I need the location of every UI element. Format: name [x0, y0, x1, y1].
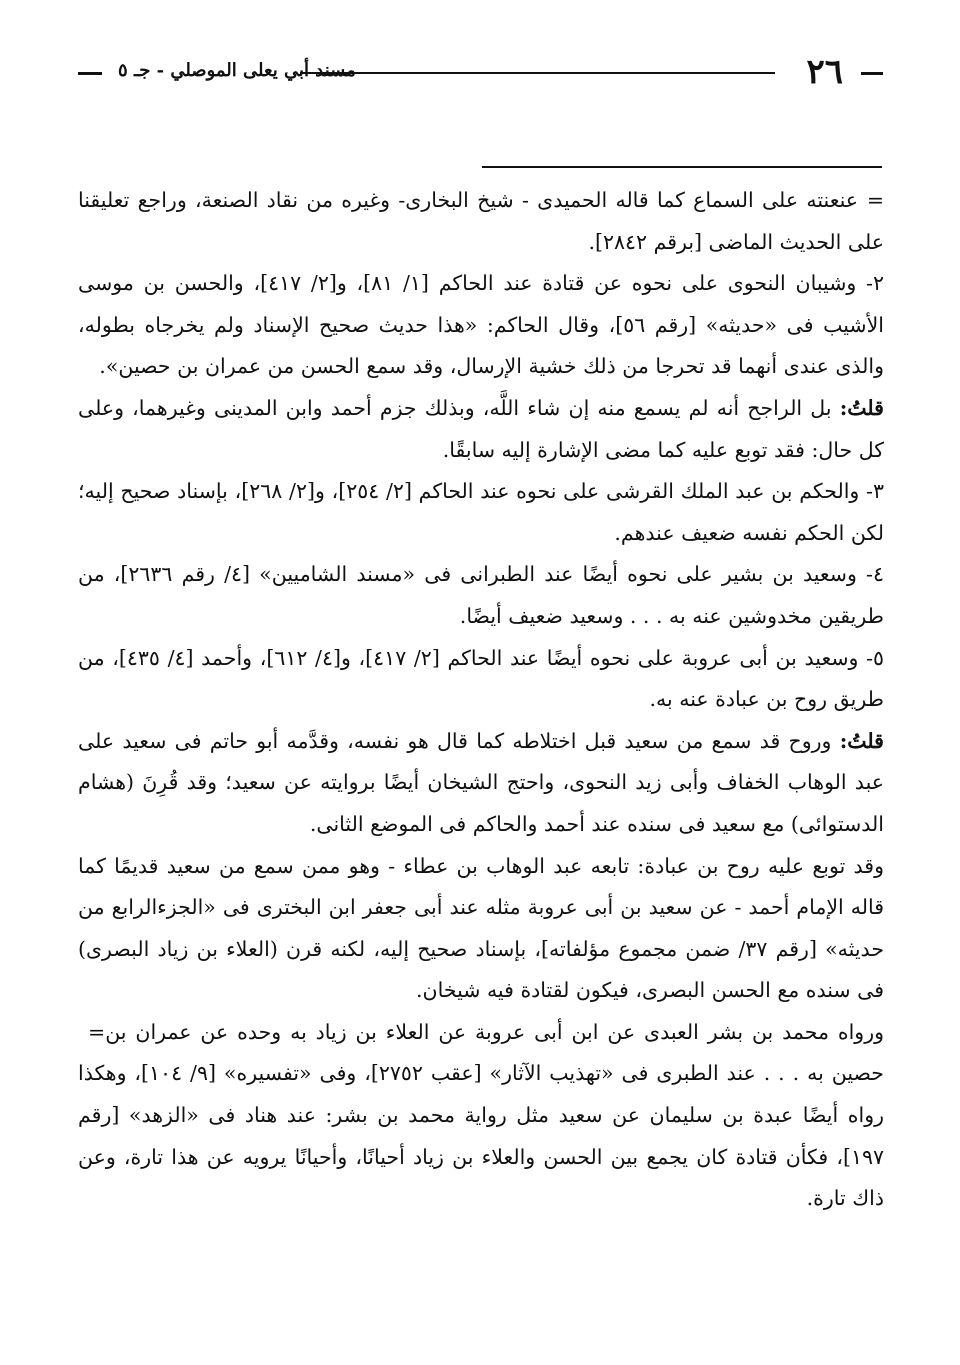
- paragraph-3-text: بل الراجح أنه لم يسمع منه إن شاء اللَّه، وبذلك جزم أحمد وابن المدينى وغيرهما، وعلى كل حال: فقد توبع عليه كما مضى الإشارة إليه سابقًا.: [78, 395, 884, 462]
- paragraph-8: وقد توبع عليه روح بن عبادة: تابعه عبد الوهاب بن عطاء - وهو ممن سمع من سعيد قديمًا كما قاله الإمام أحمد - عن سعيد بن أبى عروبة مثله عند أبى جعفر ابن البخترى فى «الجزءالرابع من حديثه» [رقم ٣٧/ ضمن مجموع مؤلفاته]، بإسناد صحيح إليه، لكنه قرن (العلاء بن زياد البصرى) فى سنده مع الحسن البصرى، فيكون لقتادة فيه شيخان.: [78, 853, 884, 1003]
- paragraph-9-text: ورواه محمد بن بشر العبدى عن ابن أبى عروبة عن العلاء بن زياد به وحده عن عمران بن حصين به . . . عند الطبرى فى «تهذيب الآثار» [عقب ٢٧٥٢]، وفى «تفسيره» [٩/ ١٠٤]، وهكذا رواه أيضًا عبدة بن سليمان عن سعيد مثل رواية محمد بن بشر: عند هناد فى «الزهد» [رقم ١٩٧]، فكأن قتادة كان يجمع بين الحسن والعلاء بن زياد أحيانًا، وأحيانًا يرويه عن هذا تارة، وعن ذاك تارة.: [78, 1019, 884, 1211]
- paragraph-9: [78, 1012, 884, 1220]
- paragraph-3-lead: قلتُ:: [839, 395, 884, 420]
- paragraph-1-text: عنعنته على السماع كما قاله الحميدى - شيخ البخارى- وغيره من نقاد الصنعة، وراجع تعليقنا على الحديث الماضى [برقم ٢٨٤٢].: [78, 188, 884, 254]
- paragraph-5: ٤- وسعيد بن بشير على نحوه أيضًا عند الطبرانى فى «مسند الشاميين» [٤/ رقم ٢٦٣٦]، من طريقين مخدوشين عنه به . . . وسعيد ضعيف أيضًا.: [78, 562, 884, 628]
- footnote-body: [78, 180, 884, 1220]
- header-rule: [300, 72, 775, 74]
- footnote-separator: [482, 166, 882, 168]
- paragraph-1: [78, 180, 884, 263]
- paragraph-2: ٢- وشيبان النحوى على نحوه عن قتادة عند الحاكم [١/ ٨١]، و[٢/ ٤١٧]، والحسن بن موسى الأشيب فى «حديثه» [رقم ٥٦]، وقال الحاكم: «هذا حديث صحيح الإسناد ولم يخرجاه بطوله، والذى عندى أنهما قد تحرجا من ذلك خشية الإرسال، وقد سمع الحسن من عمران بن حصين».: [78, 271, 884, 379]
- paragraph-6: ٥- وسعيد بن أبى عروبة على نحوه أيضًا عند الحاكم [٢/ ٤١٧]، و[٤/ ٦١٢]، وأحمد [٤/ ٤٣٥]، من طريق روح بن عبادة عنه به.: [78, 645, 885, 712]
- paragraph-7-text: وروح قد سمع من سعيد قبل اختلاطه كما قال هو نفسه، وقدَّمه أبو حاتم فى سعيد على عبد الوهاب الخفاف وأبى زيد النحوى، واحتج الشيخان أيضًا بروايته عن سعيد؛ وقد قُرِنَ (هشام الدستوائى) مع سعيد فى سنده عند أحمد والحاكم فى الموضع الثانى.: [78, 728, 884, 836]
- paragraph-7: [78, 721, 884, 846]
- paragraph-7-lead: قلتُ:: [839, 728, 884, 753]
- paragraph-3: [78, 388, 884, 471]
- continuation-marker: =: [866, 188, 884, 212]
- page-header: [78, 52, 883, 92]
- book-title: مسند أبي يعلى الموصلي - جـ ٥: [118, 60, 356, 81]
- continuation-marker-end: =: [88, 1019, 106, 1044]
- page-number: ٢٦: [806, 52, 843, 92]
- paragraph-4: ٣- والحكم بن عبد الملك القرشى على نحوه عند الحاكم [٢/ ٢٥٤]، و[٢/ ٢٦٨]، بإسناد صحيح إليه؛ لكن الحكم نفسه ضعيف عندهم.: [78, 479, 884, 545]
- header-dash-left: [78, 72, 102, 75]
- header-dash-right: [861, 72, 883, 75]
